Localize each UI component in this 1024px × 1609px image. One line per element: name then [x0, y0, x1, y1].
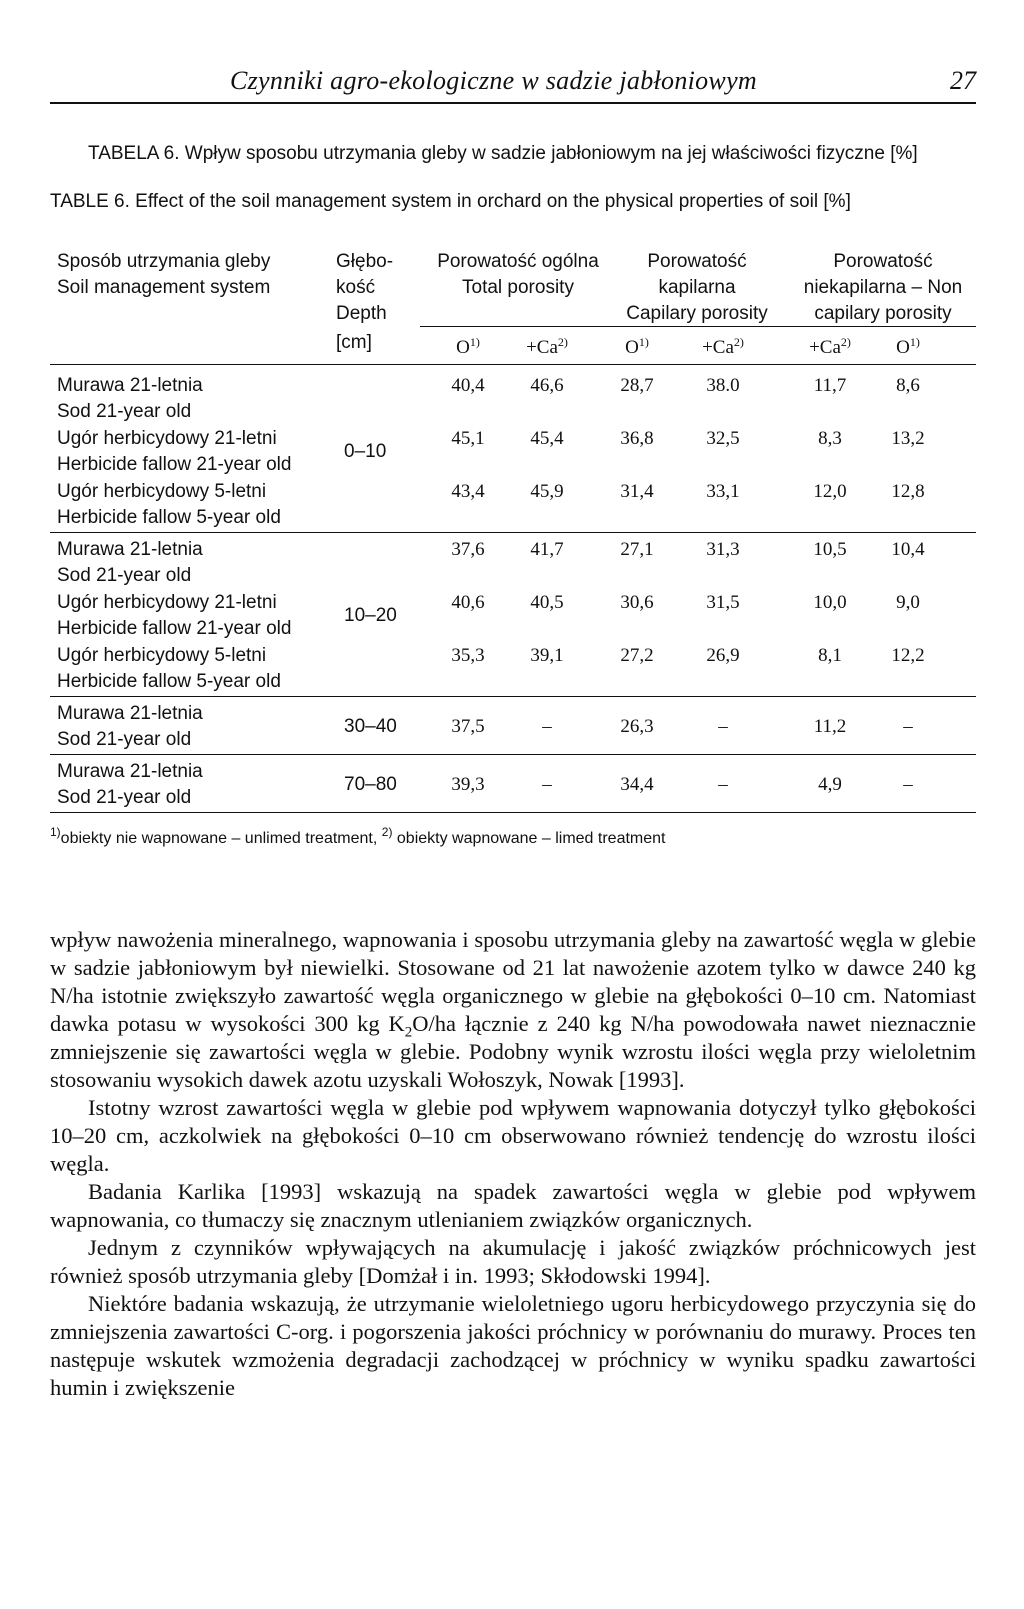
- table-cell: 33,1: [706, 481, 740, 502]
- table-cell: 11,2: [813, 716, 847, 737]
- table-cell: 12,8: [891, 481, 925, 502]
- table-cell: 37,6: [451, 539, 485, 560]
- group-rule: [50, 532, 976, 533]
- table-cell: 40,4: [451, 375, 485, 396]
- table-cell: 40,6: [451, 592, 485, 613]
- header-depth-2: kość: [336, 277, 376, 298]
- header-depth-3: Depth: [336, 303, 387, 324]
- table-cell: 39,3: [451, 774, 485, 795]
- table-cell: 11,7: [813, 375, 847, 396]
- table-cell: 26,9: [706, 645, 740, 666]
- table-cell: 45,1: [451, 428, 485, 449]
- table-cell: 12,2: [891, 645, 925, 666]
- table-cell: 10,4: [891, 539, 925, 560]
- subheader-sup: 1): [909, 335, 920, 349]
- depth-label: 0–10: [344, 440, 387, 462]
- table-cell: 13,2: [891, 428, 925, 449]
- group-rule: [50, 696, 976, 697]
- row-label-en: Sod 21-year old: [57, 729, 192, 750]
- table-cell: 31,4: [620, 481, 654, 502]
- running-header: [50, 60, 976, 104]
- subheader-cell: [428, 336, 508, 360]
- row-label-pl: Murawa 21-letnia: [57, 539, 203, 560]
- row-label-en: Sod 21-year old: [57, 565, 192, 586]
- footnote-marker-2: 2): [381, 825, 393, 839]
- row-label-pl: Murawa 21-letnia: [57, 761, 203, 782]
- header-cap-en: Capilary porosity: [626, 303, 768, 324]
- row-label-en: Herbicide fallow 21-year old: [57, 454, 292, 475]
- paragraph-1: [50, 926, 976, 1094]
- table-cell: 39,1: [530, 645, 564, 666]
- table-cell: –: [542, 716, 552, 737]
- table-cell: 8,3: [818, 428, 842, 449]
- row-label-en: Herbicide fallow 5-year old: [57, 671, 281, 692]
- depth-label: 70–80: [344, 773, 397, 795]
- table-cell: 43,4: [451, 481, 485, 502]
- table-cell: 32,5: [706, 428, 740, 449]
- group-rule: [50, 812, 976, 813]
- table-caption-en: TABLE 6. Effect of the soil management system in orchard on the physical properties of soil [%]: [50, 191, 851, 212]
- footnote-marker-1: 1): [50, 825, 61, 839]
- header-cap-pl2: kapilarna: [658, 277, 736, 298]
- table-cell: 10,0: [813, 592, 847, 613]
- subheader-cell: [507, 336, 587, 360]
- table-cell: 8,1: [818, 645, 842, 666]
- table-cell: 27,1: [620, 539, 654, 560]
- row-label-pl: Ugór herbicydowy 21-letni: [57, 592, 277, 613]
- subheader-sup: 2): [557, 335, 568, 349]
- subheader-cell: [790, 336, 870, 360]
- subheader-base: +Ca: [809, 337, 841, 358]
- header-noncap-pl1: Porowatość: [833, 251, 933, 272]
- table-cell: 27,2: [620, 645, 654, 666]
- subheader-sup: 2): [733, 335, 744, 349]
- table-cell: 12,0: [813, 481, 847, 502]
- table-cell: 31,3: [706, 539, 740, 560]
- table-cell: 30,6: [620, 592, 654, 613]
- paragraph-3: Badania Karlika [1993] wskazują na spadek zawartości węgla w glebie pod wpływem wapnowania, co tłumaczy się znacznym utlenianiem związków organicznych.: [50, 1179, 976, 1232]
- subheader-base: O: [456, 337, 470, 358]
- table-cell: 31,5: [706, 592, 740, 613]
- paragraph-4: Jednym z czynników wpływających na akumulację i jakość związków próchnicowych jest również sposób utrzymania gleby [Domżał i in. 1993; Skłodowski 1994].: [50, 1235, 976, 1288]
- row-label-en: Herbicide fallow 5-year old: [57, 507, 281, 528]
- table-cell: 46,6: [530, 375, 564, 396]
- header-rule: [420, 326, 976, 327]
- header-total-en: Total porosity: [462, 277, 574, 298]
- row-label-pl: Ugór herbicydowy 5-letni: [57, 481, 267, 502]
- row-label-en: Sod 21-year old: [57, 787, 192, 808]
- paragraph-1-part-a: wpływ nawożenia mineralnego, wapnowania i sposobu utrzymania gleby na zawartość węgla w glebie w sadzie jabłoniowym był niewielki. Stosowane od 21 lat nawożenie azotem tylko w dawce 240 kg N/ha istotnie zwiększyło zawartość węgla organicznego w glebie na głębokości 0–10 cm. Natomiast dawka potasu w wysokości 300 kg K: [50, 927, 976, 1036]
- table-cell: 34,4: [620, 774, 654, 795]
- table-cell: 38.0: [706, 375, 740, 396]
- page-number: 27: [950, 66, 976, 95]
- table-cell: 45,9: [530, 481, 564, 502]
- paragraph-5: Niektóre badania wskazują, że utrzymanie wieloletniego ugoru herbicydowego przyczynia się do zmniejszenia zawartości C-org. i pogorszenia jakości próchnicy w porównaniu do murawy. Proces ten następuje wskutek wzmożenia degradacji zachodzącej w próchnicy w wyniku spadku zawartości humin i zwiększenie: [50, 1291, 976, 1400]
- paragraph-2: Istotny wzrost zawartości węgla w glebie pod wpływem wapnowania dotyczył tylko głębokości 10–20 cm, aczkolwiek na głębokości 0–10 cm obserwowano również tendencję do wzrostu ilości węgla.: [50, 1095, 976, 1176]
- subheader-sup: 2): [840, 335, 851, 349]
- subheader-base: +Ca: [526, 337, 558, 358]
- group-rule: [50, 754, 976, 755]
- table-footnote: [50, 825, 976, 850]
- table-cell: 36,8: [620, 428, 654, 449]
- table-cell: 37,5: [451, 716, 485, 737]
- table-cell: –: [718, 774, 728, 795]
- table-cell: –: [542, 774, 552, 795]
- table-cell: 28,7: [620, 375, 654, 396]
- header-bottom-rule: [50, 364, 976, 365]
- row-label-en: Herbicide fallow 21-year old: [57, 618, 292, 639]
- row-label-pl: Ugór herbicydowy 5-letni: [57, 645, 267, 666]
- table-caption-pl: TABELA 6. Wpływ sposobu utrzymania gleby w sadzie jabłoniowym na jej właściwości fizyczne [%]: [88, 143, 918, 164]
- subheader-cell: [683, 336, 763, 360]
- header-depth-4: [cm]: [336, 332, 372, 353]
- table-cell: 10,5: [813, 539, 847, 560]
- row-label-pl: Ugór herbicydowy 21-letni: [57, 428, 277, 449]
- table-cell: 8,6: [896, 375, 920, 396]
- subheader-cell: [597, 336, 677, 360]
- table-cell: –: [903, 774, 913, 795]
- table-cell: 35,3: [451, 645, 485, 666]
- footnote-text-2: obiekty wapnowane – limed treatment: [396, 830, 666, 847]
- subheader-base: O: [625, 337, 639, 358]
- table-cell: 4,9: [818, 774, 842, 795]
- body-text: [50, 926, 976, 1402]
- table-cell: 9,0: [896, 592, 920, 613]
- header-noncap-pl2: niekapilarna – Non: [803, 277, 963, 298]
- subheader-sup: 1): [469, 335, 480, 349]
- subheader-base: +Ca: [702, 337, 734, 358]
- table-cell: 41,7: [530, 539, 564, 560]
- paragraph-1-part-b: O/ha łącznie z 240 kg N/ha powodowała nawet nieznacznie zmniejszenie się zawartości węgla w glebie. Podobny wynik wzrostu ilości węgla przy wieloletnim stosowaniu wysokich dawek azotu uzyskali Wołoszyk, Nowak [1993].: [50, 1011, 977, 1092]
- running-title: Czynniki agro-ekologiczne w sadzie jabłoniowym: [230, 66, 757, 95]
- footnote-text-1: obiekty nie wapnowane – unlimed treatment,: [60, 830, 378, 847]
- header-cap-pl1: Porowatość: [647, 251, 747, 272]
- subheader-sup: 1): [638, 335, 649, 349]
- depth-label: 10–20: [344, 604, 397, 626]
- table-cell: 26,3: [620, 716, 654, 737]
- header-total-pl: Porowatość ogólna: [437, 251, 599, 272]
- table-cell: 40,5: [530, 592, 564, 613]
- subheader-base: O: [896, 337, 910, 358]
- row-label-pl: Murawa 21-letnia: [57, 703, 203, 724]
- table-cell: –: [903, 716, 913, 737]
- paragraph-1-subscript: 2: [404, 1024, 413, 1041]
- depth-label: 30–40: [344, 715, 397, 737]
- header-system-pl: Sposób utrzymania gleby: [57, 251, 271, 272]
- header-system-en: Soil management system: [57, 277, 271, 298]
- header-noncap-en: capilary porosity: [814, 303, 952, 324]
- subheader-cell: [868, 336, 948, 360]
- header-depth-1: Głębo-: [336, 251, 394, 272]
- table-cell: 45,4: [530, 428, 564, 449]
- row-label-en: Sod 21-year old: [57, 401, 192, 422]
- table-cell: –: [718, 716, 728, 737]
- row-label-pl: Murawa 21-letnia: [57, 375, 203, 396]
